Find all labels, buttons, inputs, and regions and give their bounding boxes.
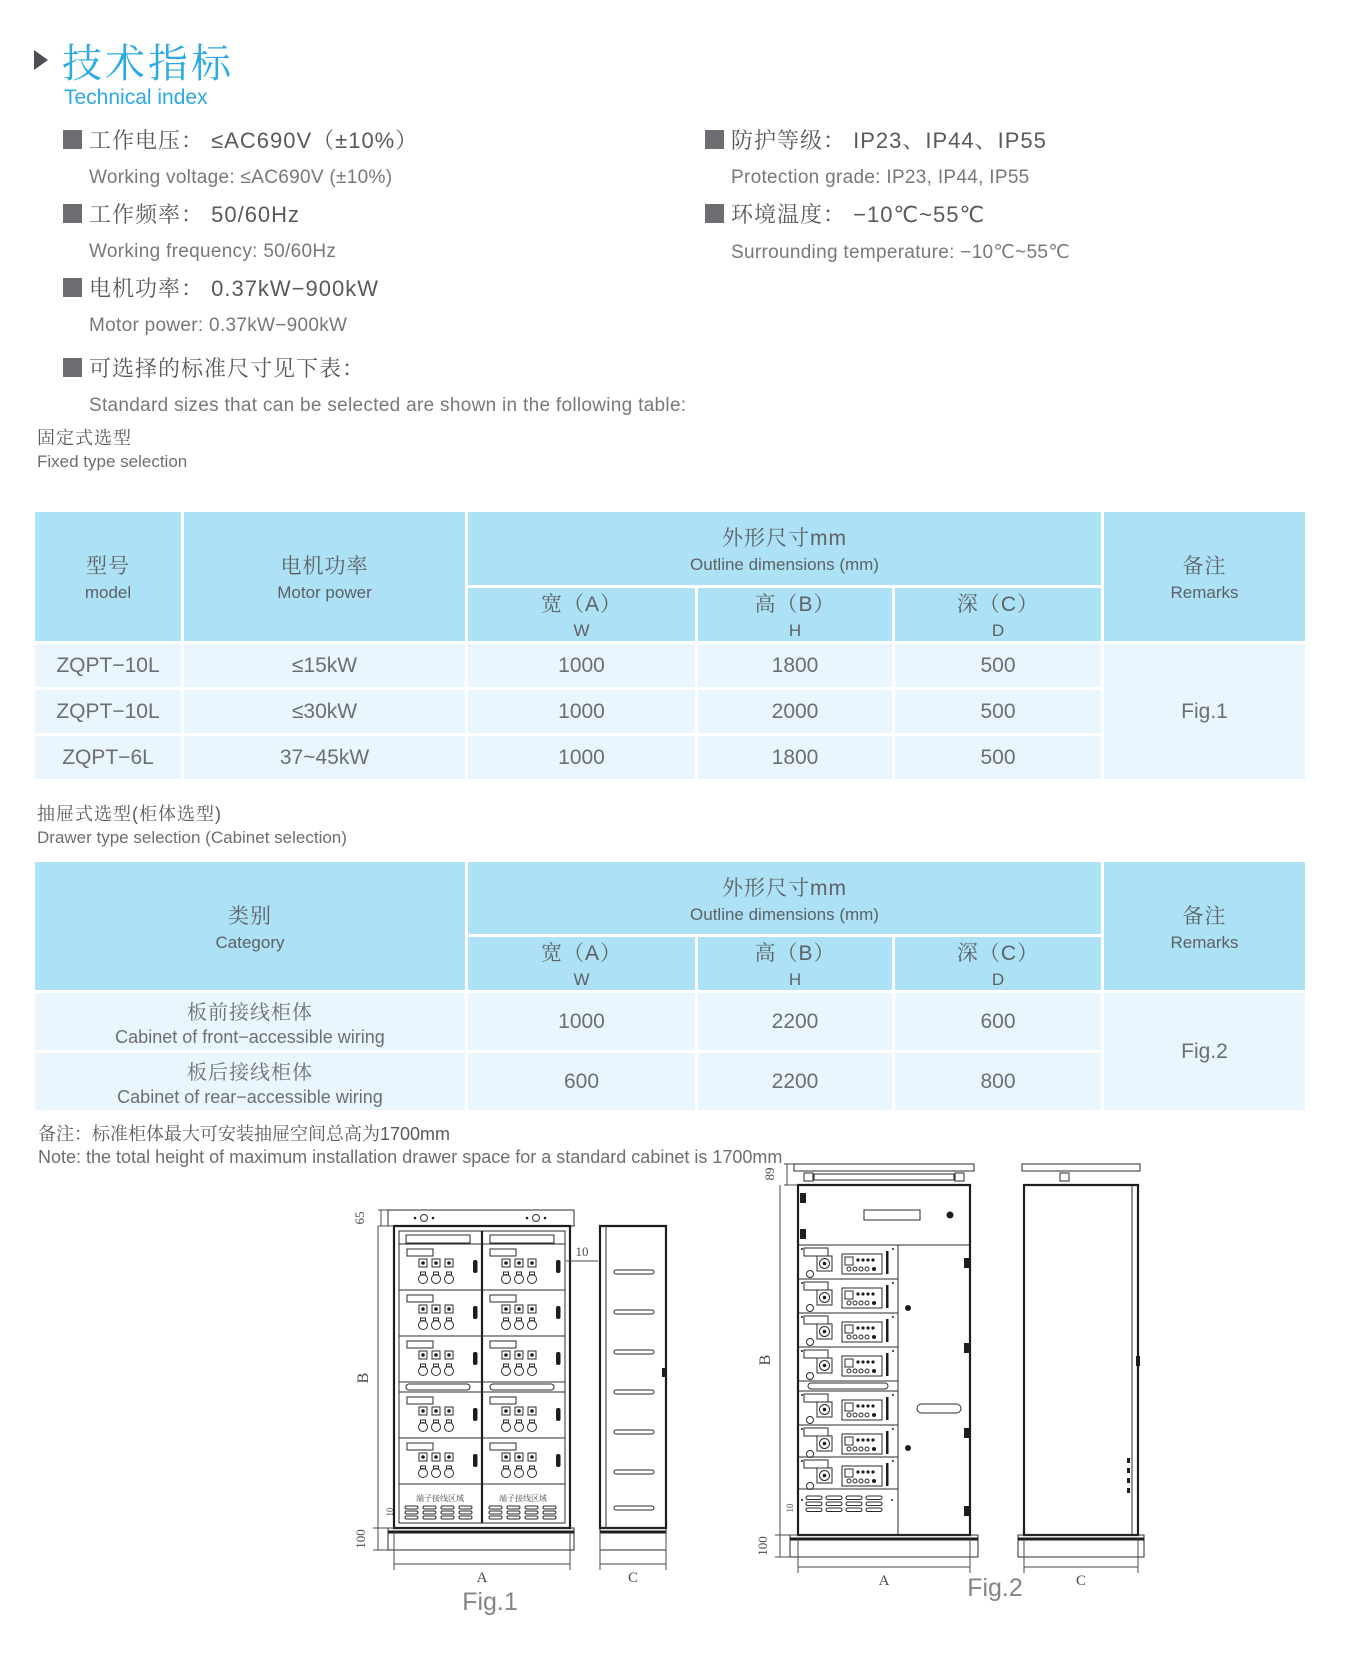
fig2-drawing [692,1128,1162,1588]
spec-text-zh: 工作频率： 50/60Hz [89,202,301,227]
cell-height: 2200 [698,993,892,1050]
dim-label-89: 89 [762,1167,777,1181]
dim-label-A: A [476,1570,488,1586]
cell-height: 1800 [698,644,892,687]
drawer-type-table [35,862,1305,1110]
spec-text-en: Working frequency: 50/60Hz [89,241,337,262]
cell-remarks: Fig.2 [1104,993,1305,1110]
section-arrow-icon [34,50,48,70]
fig2-side-view [1018,1164,1144,1588]
col-header-depth [895,588,1101,641]
header-zh: 深（C） [956,593,1040,616]
cell-width: 600 [468,1053,695,1110]
col-header-width [468,588,695,641]
dim-label-B: B [757,1354,774,1366]
bullet-icon [705,130,724,149]
header-zh: 宽（A） [540,593,622,616]
fig1-side-view [600,1226,666,1586]
cell-model: ZQPT−10L [35,644,181,687]
cell-width: 1000 [468,644,695,687]
cell-depth: 800 [895,1053,1101,1110]
cell-motor: ≤30kW [184,690,465,733]
dim-label-A: A [878,1573,890,1588]
header-zh: 电机功率 [280,555,369,578]
header-zh: 高（B） [754,593,836,616]
page-subtitle: Technical index [64,86,208,109]
cell-depth: 600 [895,993,1101,1050]
terminal-area-label: 端子接线区域 [416,1494,464,1503]
bullet-icon [63,278,82,297]
cell-depth: 500 [895,736,1101,779]
header-zh: 深（C） [956,942,1040,965]
spec-item-working-voltage [63,124,418,189]
spec-item-working-frequency [63,198,336,263]
dim-label-B: B [355,1372,372,1384]
header-zh: 备注 [1182,904,1227,928]
cell-width: 1000 [468,690,695,733]
fig2-caption: Fig.2 [967,1574,1023,1602]
cell-width: 1000 [468,736,695,779]
header-en: Category [215,932,285,952]
col-header-motor-power [184,512,465,641]
header-zh: 类别 [228,904,272,928]
header-en: W [573,970,590,989]
col-header-outline-dimensions [468,512,1101,585]
dim-label-10-vent: 10 [785,1503,795,1513]
bullet-icon [705,204,724,223]
header-en: Motor power [277,583,372,602]
col-header-category [35,862,465,990]
spec-text-zh: 环境温度： −10℃~55℃ [731,202,986,227]
header-en: D [991,970,1005,989]
section-title-zh: 固定式选型 [37,428,132,448]
section-title-en: Fixed type selection [37,452,188,471]
dim-label-100: 100 [353,1529,368,1549]
cell-width: 1000 [468,993,695,1050]
header-en: Outline dimensions (mm) [690,904,879,924]
header-en: W [573,621,590,640]
col-header-outline-dimensions [468,862,1101,934]
spec-item-protection-grade [705,124,1047,189]
cell-model: ZQPT−10L [35,690,181,733]
category-zh: 板后接线柜体 [187,1061,313,1084]
header-en: model [84,583,132,602]
dim-label-C: C [627,1570,639,1586]
header-en: H [788,970,802,989]
spec-text-zh: 防护等级： IP23、IP44、IP55 [731,128,1047,153]
cell-height: 2200 [698,1053,892,1110]
cell-model: ZQPT−6L [35,736,181,779]
fixed-type-table [35,512,1305,779]
spec-text-zh: 电机功率： 0.37kW−900kW [89,276,380,301]
fig1-front-view [388,1210,574,1550]
spec-text-en: Working voltage: ≤AC690V (±10%) [89,167,393,188]
category-zh: 板前接线柜体 [187,1001,313,1024]
header-zh: 外形尺寸mm [722,527,847,550]
header-zh: 备注 [1182,555,1227,578]
header-en: Remarks [1170,932,1239,952]
col-header-height [698,588,892,641]
spec-text-en: Protection grade: IP23, IP44, IP55 [731,167,1030,188]
dim-label-C: C [1075,1573,1087,1588]
bullet-icon [63,358,82,377]
dim-label-65: 65 [352,1211,367,1225]
fig1-caption: Fig.1 [462,1588,518,1616]
cell-motor: 37~45kW [184,736,465,779]
bullet-icon [63,204,82,223]
dim-label-10-gap: 10 [575,1244,589,1259]
col-header-model [35,512,181,641]
note-zh: 备注：标准柜体最大可安装抽屉空间总高为1700mm [38,1124,451,1144]
header-en: H [788,621,802,640]
fig2-front-view [790,1164,978,1557]
cell-depth: 500 [895,644,1101,687]
spec-text-en: Standard sizes that can be selected are shown in the following table: [89,395,687,416]
header-en: Remarks [1170,583,1239,602]
spec-item-surrounding-temperature [705,198,1070,264]
header-zh: 型号 [86,555,130,578]
terminal-area-label: 端子接线区域 [499,1494,547,1503]
spec-item-standard-sizes [63,352,686,417]
cell-motor: ≤15kW [184,644,465,687]
col-header-height [698,937,892,990]
col-header-remarks [1104,862,1305,990]
category-en: Cabinet of rear−accessible wiring [117,1086,383,1107]
section-title-zh: 抽屉式选型(柜体选型) [37,804,222,824]
cell-category [35,1053,465,1110]
spec-text-en: Surrounding temperature: −10℃~55℃ [731,242,1070,263]
header-zh: 宽（A） [540,942,622,965]
fig1-drawing [348,1198,684,1590]
bullet-icon [63,130,82,149]
col-header-width [468,937,695,990]
spec-item-motor-power [63,272,379,337]
col-header-depth [895,937,1101,990]
header-en: D [991,621,1005,640]
cell-depth: 500 [895,690,1101,733]
header-zh: 高（B） [754,942,836,965]
cell-remarks: Fig.1 [1104,644,1305,779]
category-en: Cabinet of front−accessible wiring [115,1026,385,1047]
spec-text-zh: 可选择的标准尺寸见下表： [89,356,366,381]
spec-text-en: Motor power: 0.37kW−900kW [89,315,348,336]
header-zh: 外形尺寸mm [722,876,847,900]
note-en: Note: the total height of maximum installation drawer space for a standard cabinet is 1700mm [38,1147,783,1167]
col-header-remarks [1104,512,1305,641]
dim-label-10-vent: 10 [385,1507,395,1517]
cell-height: 2000 [698,690,892,733]
section-title-en: Drawer type selection (Cabinet selection) [37,828,347,847]
cell-height: 1800 [698,736,892,779]
spec-text-zh: 工作电压： ≤AC690V（±10%） [89,128,419,153]
dim-label-100: 100 [755,1536,770,1556]
page-title: 技术指标 [62,42,234,86]
cell-category [35,993,465,1050]
header-en: Outline dimensions (mm) [690,555,879,574]
